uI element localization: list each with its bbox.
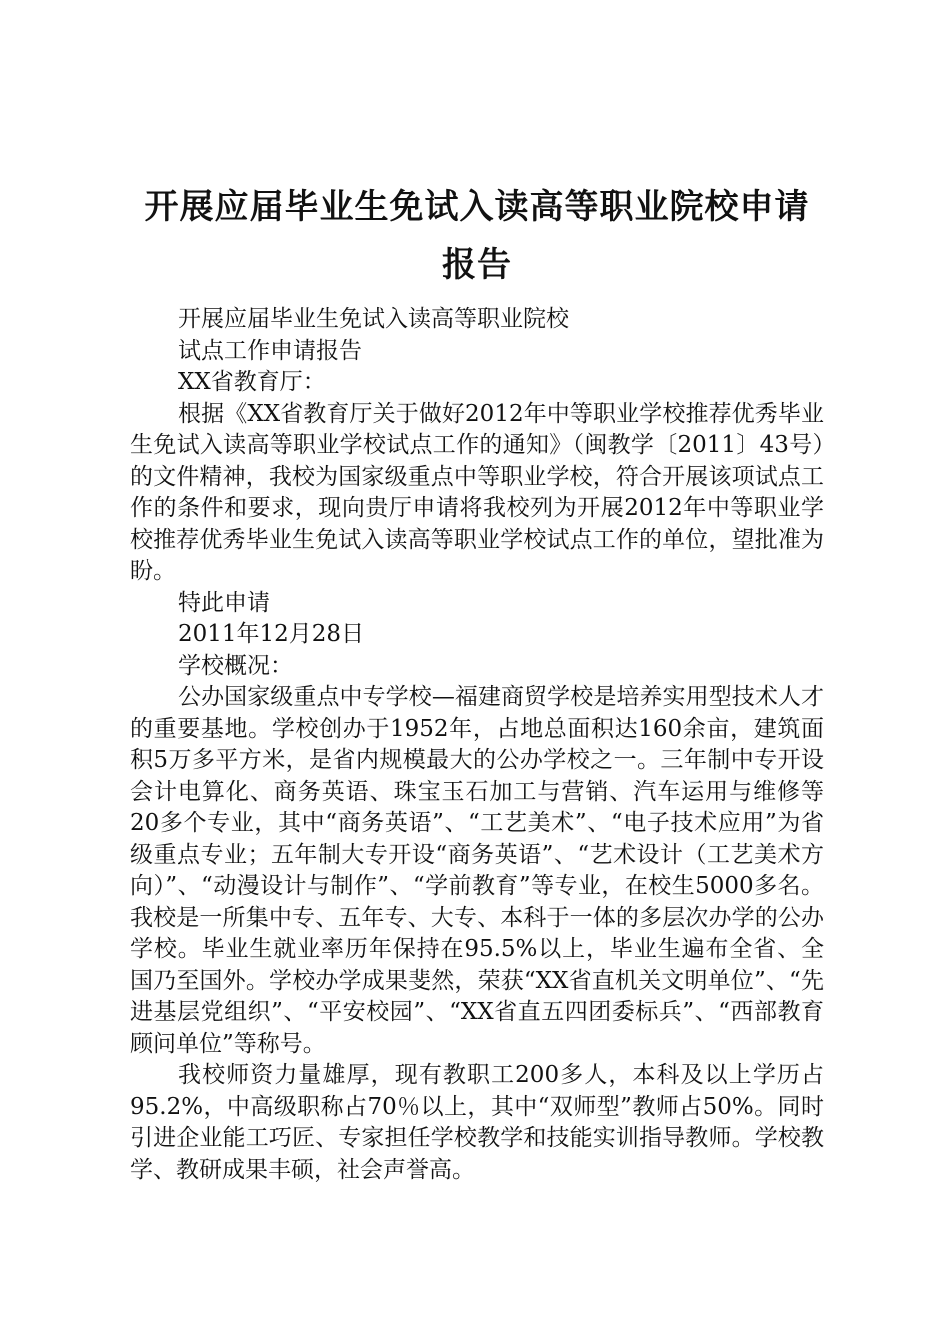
document-body	[130, 304, 824, 1186]
faculty-paragraph: 我校师资力量雄厚，现有教职工200多人，本科及以上学历占95.2%，中高级职称占70％以上，其中“双师型”教师占50%。同时引进企业能工巧匠、专家担任学校教学和技能实训指导教师。学校教学、教研成果丰硕，社会声誉高。	[130, 1062, 824, 1183]
salutation: XX省教育厅：	[178, 369, 326, 395]
request-paragraph: 根据《XX省教育厅关于做好2012年中等职业学校推荐优秀毕业生免试入读高等职业学校试点工作的通知》（闽教学〔2011〕43号）的文件精神，我校为国家级重点中等职业学校，符合开展该项试点工作的条件和要求，现向贵厅申请将我校列为开展2012年中等职业学校推荐优秀毕业生免试入读高等职业学校试点工作的单位，望批准为盼。	[130, 400, 824, 584]
school-overview-paragraph: 公办国家级重点中专学校—福建商贸学校是培养实用型技术人才的重要基地。学校创办于1952年，占地总面积达160余亩，建筑面积5万多平方米，是省内规模最大的公办学校之一。三年制中专开设会计电算化、商务英语、珠宝玉石加工与营销、汽车运用与维修等20多个专业，其中“商务英语”、“工艺美术”、“电子技术应用”为省级重点专业；五年制大专开设“商务英语”、“艺术设计（工艺美术方向）”、“动漫设计与制作”、“学前教育”等专业，在校生5000多名。我校是一所集中专、五年专、大专、本科于一体的多层次办学的公办学校。毕业生就业率历年保持在95.5%以上，毕业生遍布全省、全国乃至国外。学校办学成果斐然，荣获“XX省直机关文明单位”、“先进基层党组织”、“平安校园”、“XX省直五四团委标兵”、“西部教育顾问单位”等称号。	[130, 684, 824, 1057]
section-heading-school-overview: 学校概况：	[178, 652, 293, 679]
document-date: 2011年12月28日	[178, 621, 365, 647]
subtitle-line-1: 开展应届毕业生免试入读高等职业院校	[178, 306, 569, 332]
closing-phrase: 特此申请	[178, 589, 270, 616]
document-page	[130, 178, 824, 1186]
document-title: 开展应届毕业生免试入读高等职业院校申请报告	[144, 187, 810, 285]
subtitle-line-2: 试点工作申请报告	[178, 337, 362, 364]
